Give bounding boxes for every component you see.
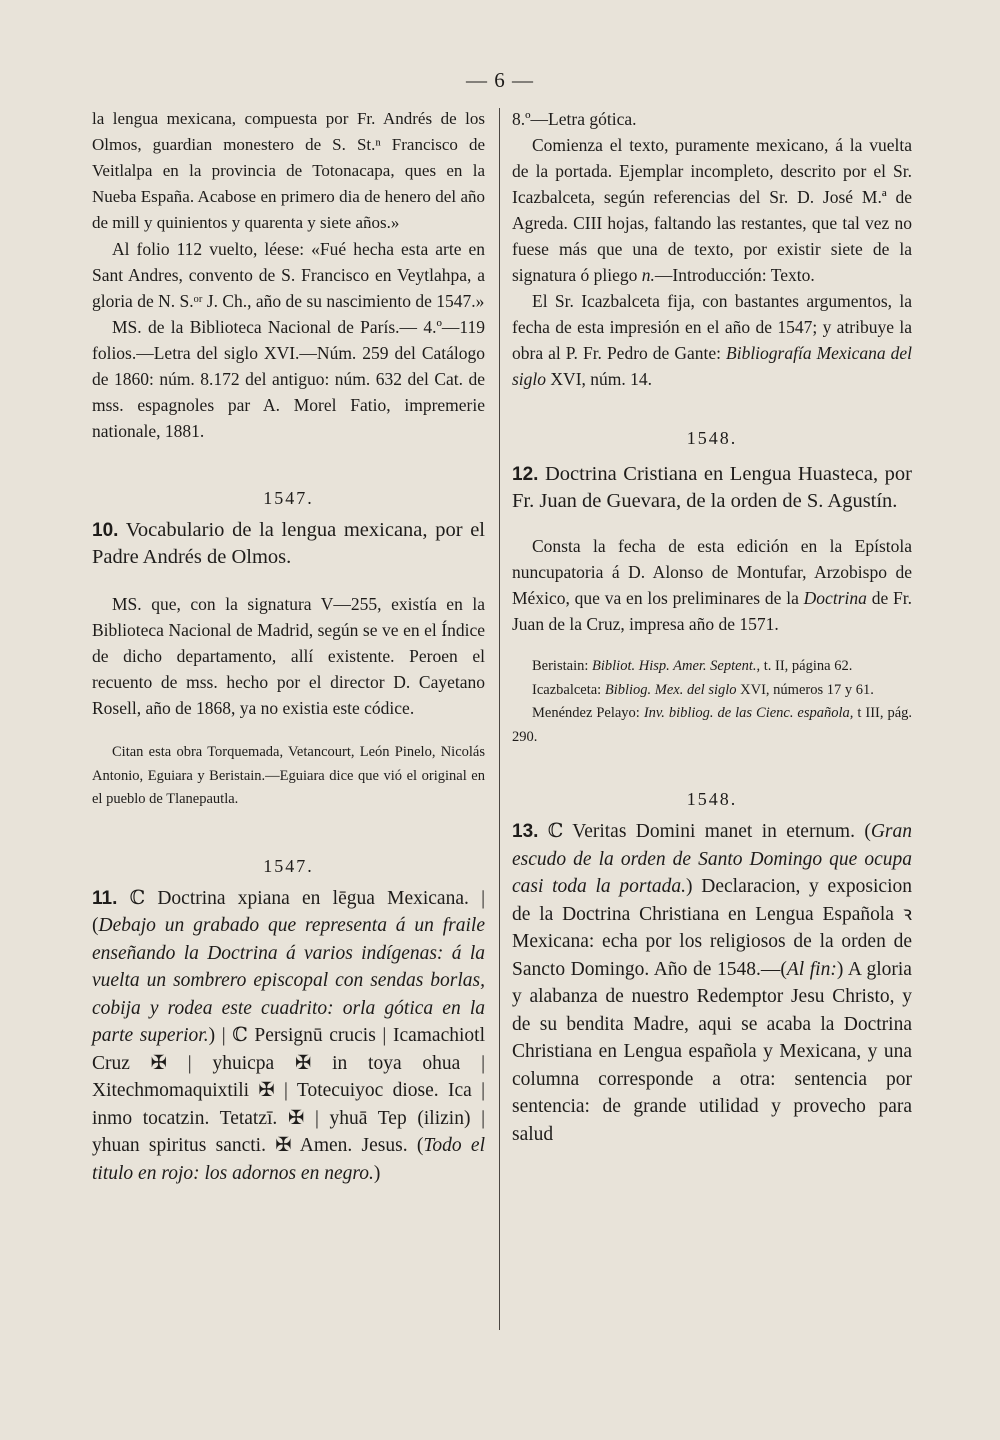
entry-title: 12. Doctrina Cristiana en Lengua Huasteca, por Fr. Juan de Guevara, de la orden de S. Agustín. — [512, 463, 912, 512]
citation-note: Citan esta obra Torquemada, Vetancourt, León Pinelo, Nicolás Antonio, Eguiara y Beristain.—Eguiara dice que vió el original en el pueblo de Tlanepautla. — [92, 744, 485, 807]
column-divider — [499, 108, 500, 1330]
entry-year: 1548. — [686, 789, 738, 809]
page-number: — 6 — — [466, 68, 534, 92]
paragraph: la lengua mexicana, compuesta por Fr. Andrés de los Olmos, guardian monestero de S. St.ⁿ Francisco de Veitlalpa en la provincia de Totonacapa, ques en la Nueba España. Acabose en primero dia de henero del año de mill y quinientos y quarenta y siete años.» — [92, 109, 485, 232]
paragraph: Consta la fecha de esta edición en la Epístola nuncupatoria á D. Alonso de Montufar, Arzobispo de México, que va en los preliminares de la Doctrina de Fr. Juan de la Cruz, impresa año de 1571. — [512, 536, 912, 634]
paragraph: 8.º—Letra gótica. — [512, 109, 637, 129]
paragraph: MS. que, con la signatura V—255, existía en la Biblioteca Nacional de Madrid, según se ve en el Índice de dicho departamento, allí existente. Peroen el recuento de mss. hecho por el director D. Cayetano Rosell, año de 1868, ya no existia este códice. — [92, 594, 485, 718]
bibliography-item: Beristain: Bibliot. Hisp. Amer. Septent., t. II, página 62. — [532, 658, 853, 674]
bibliography-item: Icazbalceta: Bibliog. Mex. del siglo XVI, números 17 y 61. — [532, 681, 874, 698]
entry-title: 10. Vocabulario de la lengua mexicana, por el Padre Andrés de Olmos. — [92, 519, 485, 568]
paragraph: El Sr. Icazbalceta fija, con bastantes argumentos, la fecha de esta impresión en el año de 1547; y atribuye la obra al P. Fr. Pedro de Gante: Bibliografía Mexicana del siglo XVI, núm. 14. — [512, 291, 912, 389]
left-column — [92, 106, 485, 1187]
bibliography-list — [512, 655, 912, 749]
entry-number: 12. — [512, 464, 539, 485]
entry-number: 13. — [512, 821, 539, 842]
bibliography-item: Menéndez Pelayo: Inv. bibliog. de las Cienc. española, t III, pág. 290. — [512, 705, 913, 745]
paragraph: Comienza el texto, puramente mexicano, á la vuelta de la portada. Ejemplar incompleto, descrito por el Sr. Icazbalceta, según referencias del Sr. D. José M.ª de Agreda. CIII hojas, faltando las restantes, que tal vez no fuese más que una de texto, por existir siete de la signatura ó pliego n.—Introducción: Texto. — [512, 135, 912, 285]
right-column — [512, 106, 912, 1148]
paragraph: Al folio 112 vuelto, léese: «Fué hecha esta arte en Sant Andres, convento de S. Francisco en Veytlahpa, a gloria de N. S.ᵒʳ J. Ch., año de su nascimiento de 1547.» — [92, 239, 485, 311]
entry-number: 10. — [92, 520, 119, 541]
entry-title: 13. ℂ Veritas Domini manet in eternum. (Gran escudo de la orden de Santo Domingo que ocupa casi toda la portada.) Declaracion, y exposicion de la Doctrina Christiana en Lengua Española ꝛ Mexicana: echa por los religiosos de la orden de Sancto Domingo. Año de 1548.—(Al fin:) A gloria y alabanza de nuestro Redemptor Jesu Christo, y de su bendita Madre, aqui se acaba la Doctrina Christiana en Lengua española y Mexicana, y una columna corresponde a otra: sentencia por sentencia: de grande utilidad y provecho para salud — [512, 821, 912, 1145]
entry-number: 11. — [92, 887, 118, 909]
entry-year: 1547. — [263, 488, 314, 508]
entry-year: 1547. — [263, 855, 314, 876]
entry-title: 11. ℂ Doctrina xpiana en lēgua Mexicana. | (Debajo un grabado que representa á un fraile enseñando la Doctrina á varios indígenas: á la vuelta un sombrero episcopal con sendas borlas, cobija y rodea este cuadrito: orla gótica en la parte superior.) | ℂ Persignū crucis | Icamachiotl Cruz ✠ | yhuicpa ✠ in toya ohua | Xitechmomaquixtili ✠ | Totecuiyoc diose. Ica | inmo tocatzin. Tetatzī. ✠ | yhuā Tep (ilizin) | yhuan spiritus sancti. ✠ Amen. Jesus. (Todo el titulo en rojo: los adornos en negro.) — [92, 887, 485, 1184]
entry-year: 1548. — [686, 428, 738, 448]
paragraph: MS. de la Biblioteca Nacional de París.— 4.º—119 folios.—Letra del siglo XVI.—Núm. 259 del Catálogo de 1860: núm. 8.172 del antiguo: núm. 632 del Cat. de mss. espagnoles par A. Morel Fatio, impremerie nationale, 1881. — [92, 317, 485, 441]
